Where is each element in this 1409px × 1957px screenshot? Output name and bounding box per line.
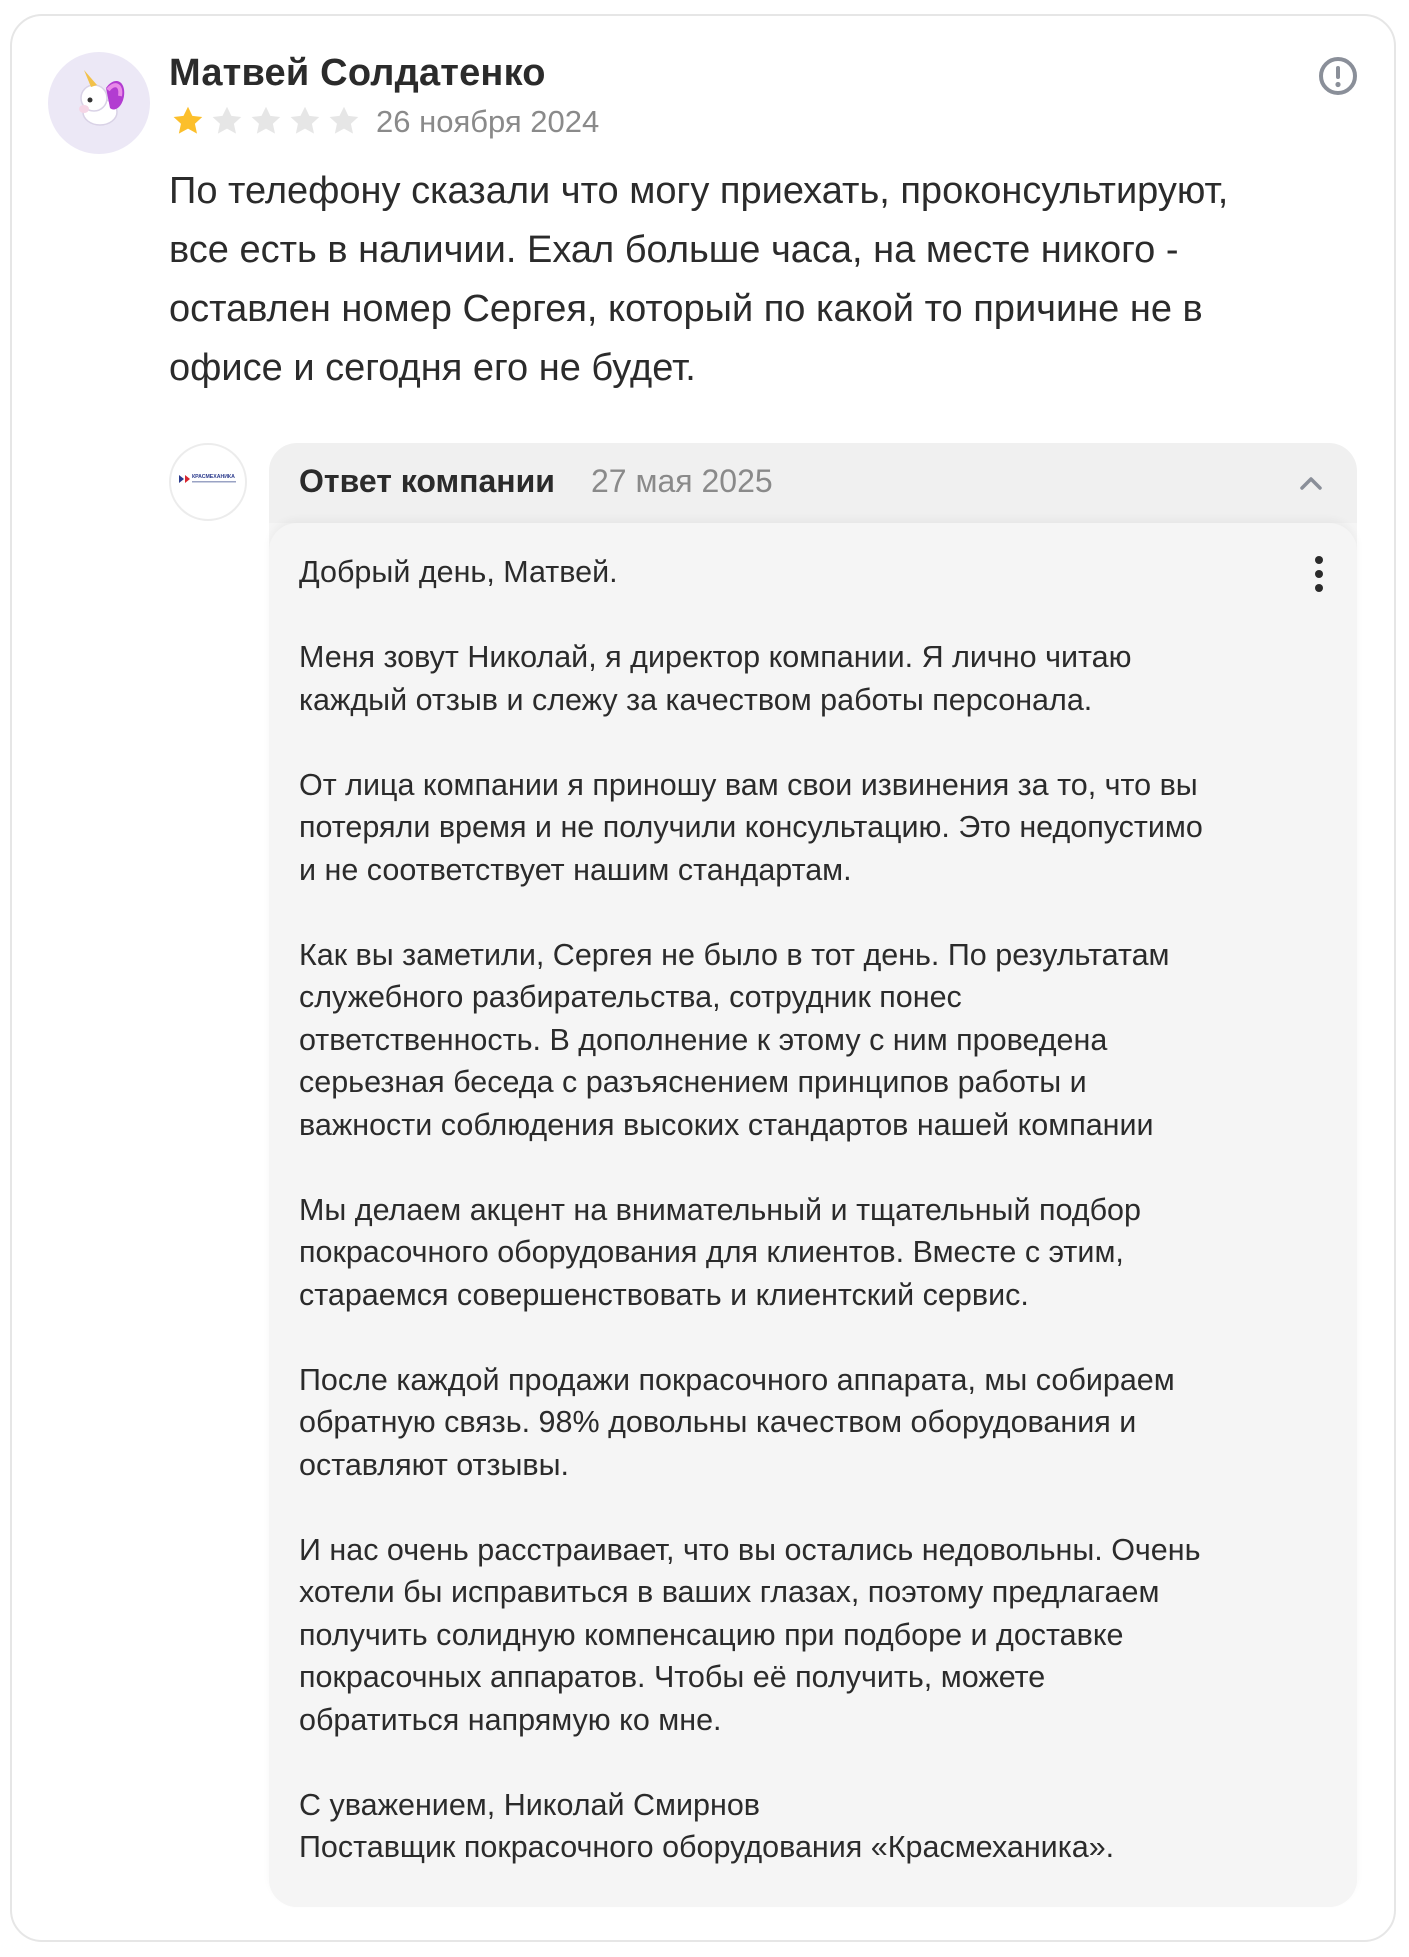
unicorn-icon	[48, 52, 150, 154]
chevron-up-icon	[1293, 465, 1329, 501]
star-empty-icon	[287, 103, 323, 139]
star-empty-icon	[326, 103, 362, 139]
collapse-reply-button[interactable]	[1293, 465, 1329, 501]
company-reply-header[interactable]	[269, 443, 1357, 523]
report-button[interactable]	[1316, 54, 1360, 98]
star-filled-icon	[170, 103, 206, 139]
company-reply-date: 27 мая 2025	[591, 463, 773, 499]
star-empty-icon	[248, 103, 284, 139]
company-logo-icon	[171, 445, 245, 519]
user-avatar[interactable]	[48, 52, 150, 154]
review-author[interactable]: Матвей Солдатенко	[169, 52, 546, 94]
company-reply-title: Ответ компании	[299, 463, 555, 499]
rating-stars	[170, 103, 362, 143]
company-reply-text: Добрый день, Матвей. Меня зовут Николай, я директор компании. Я лично читаю каждый отзыв и слежу за качеством работы персонала. От лица компании я приношу вам свои извинения за то, что вы потеряли время и не получили консультацию. Это недопустимо и не соответствует нашим стандартам. Как вы заметили, Сергея не было в тот день. По результатам служебного разбирательства, сотрудник понес ответственность. В дополнение к этому с ним проведена серьезная беседа с разъяснением принципов работы и важности соблюдения высоких стандартов нашей компании Мы делаем акцент на внимательный и тщательный подбор покрасочного оборудования для клиентов. Вместе с этим, стараемся совершенствовать и клиентский сервис. После каждой продажи покрасочного аппарата, мы собираем обратную связь. 98% довольны качеством оборудования и оставляют отзывы. И нас очень расстраивает, что вы остались недовольны. Очень хотели бы исправиться в ваших глазах, поэтому предлагаем получить солидную компенсацию при подборе и доставке покрасочных аппаратов. Чтобы её получить, можете обратиться напрямую ко мне. С уважением, Николай Смирнов Поставщик покрасочного оборудования «Красмеханика».	[299, 555, 1203, 1864]
review-text: По телефону сказали что могу приехать, проконсультируют, все есть в наличии. Ехал больше часа, на месте никого - оставлен номер Сергея, который по какой то причине не в офисе и сегодня его не будет.	[169, 170, 1229, 389]
company-reply-body	[269, 523, 1357, 1907]
star-empty-icon	[209, 103, 245, 139]
company-reply-content	[269, 523, 1357, 1907]
company-logo[interactable]	[169, 443, 247, 521]
more-options-button[interactable]	[1309, 553, 1329, 599]
review-date: 26 ноября 2024	[376, 104, 600, 139]
exclamation-circle-icon	[1316, 54, 1360, 98]
company-logo-text: КРАСМЕХАНИКА	[192, 474, 235, 480]
more-vertical-icon	[1309, 556, 1329, 592]
